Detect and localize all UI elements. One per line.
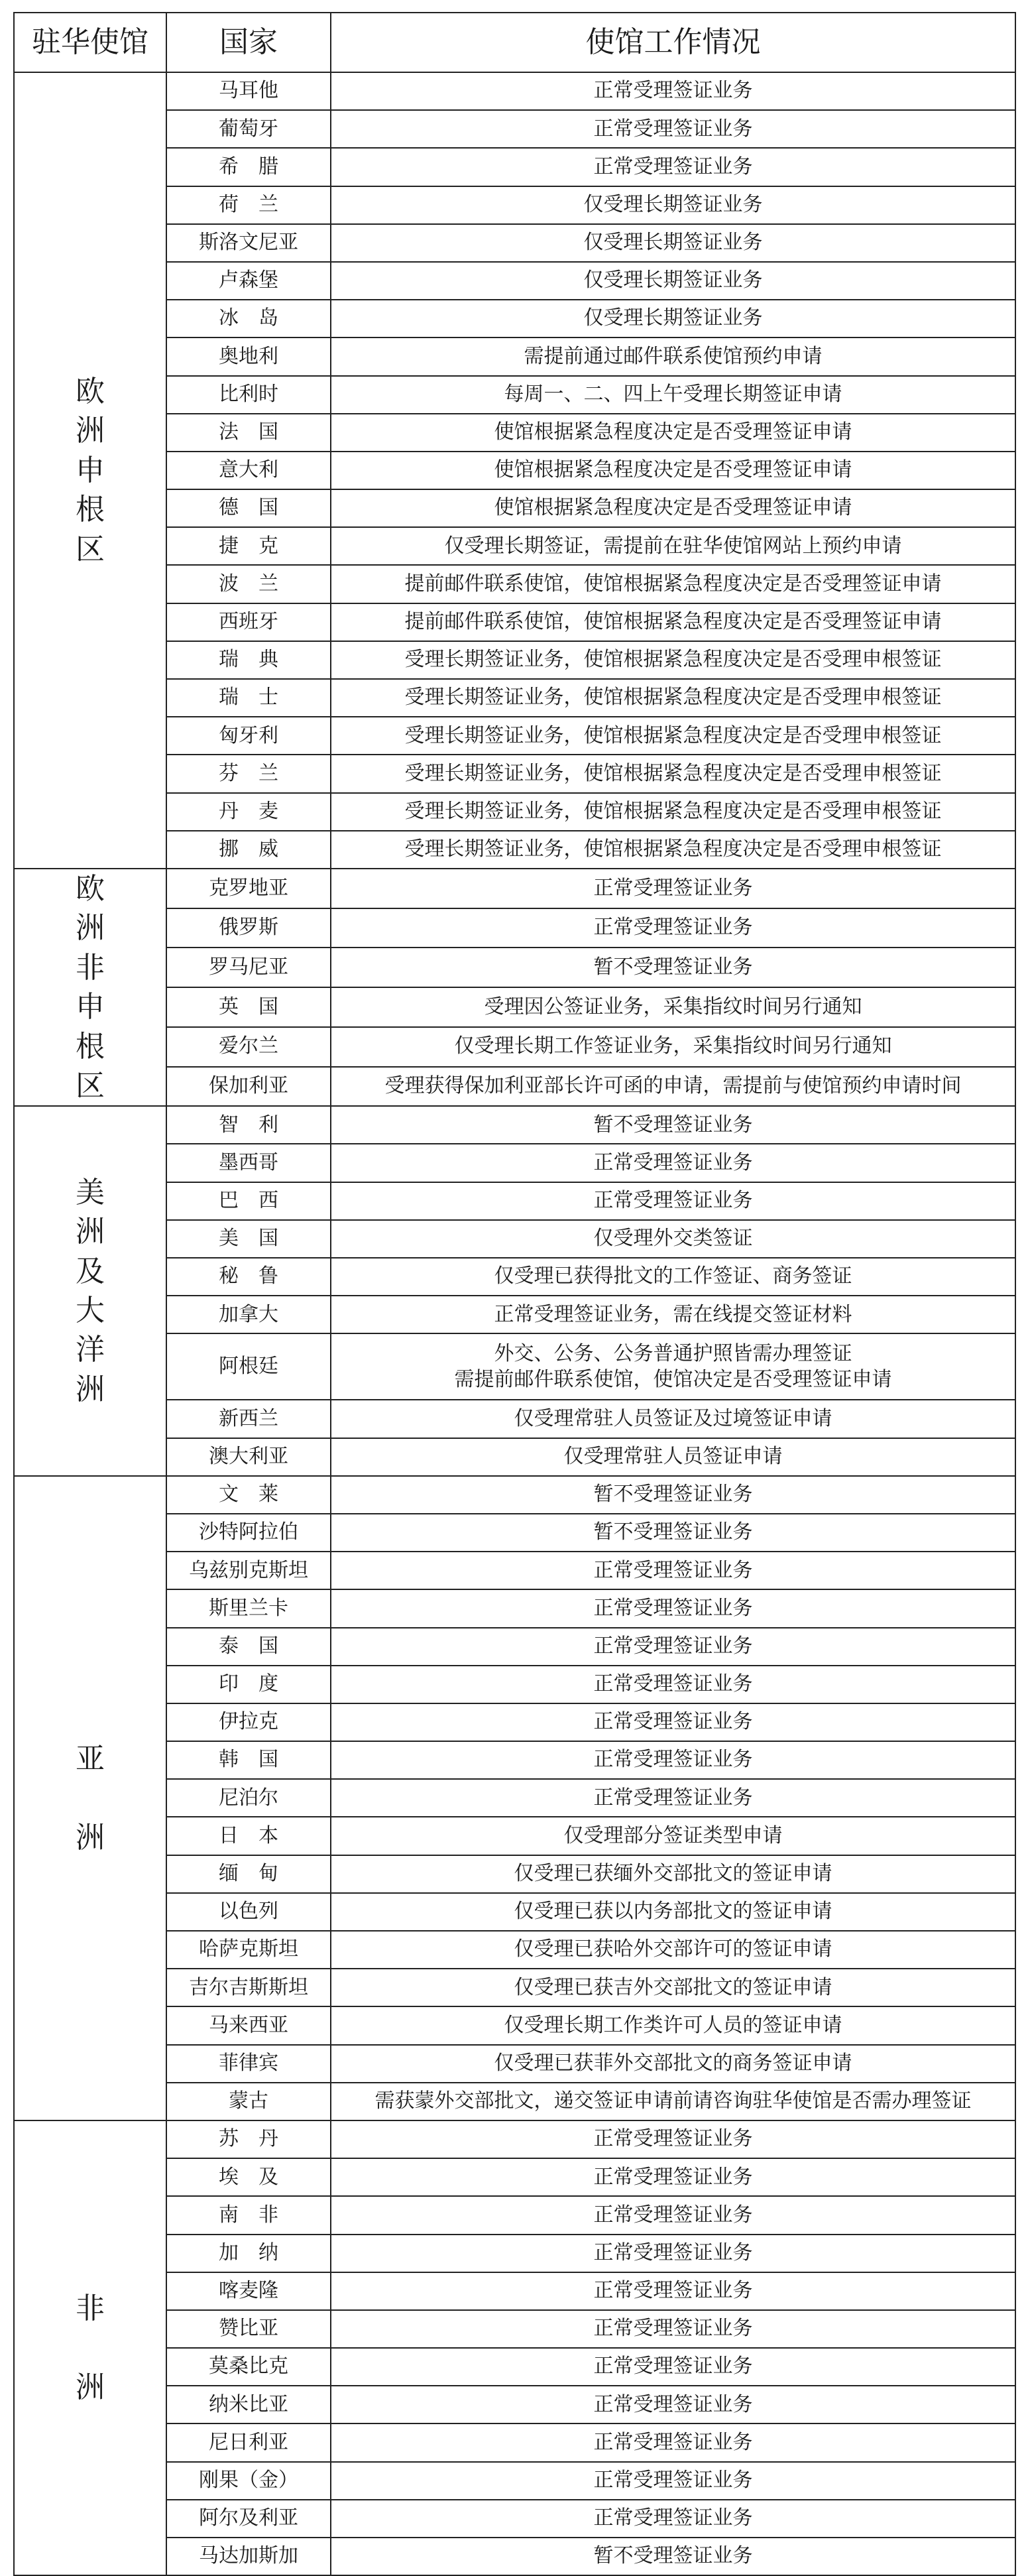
status-cell: 正常受理签证业务: [331, 1703, 1015, 1741]
country-cell: 智 利: [166, 1106, 331, 1144]
country-cell: 比利时: [166, 376, 331, 414]
country-cell: 加拿大: [166, 1296, 331, 1333]
region-cell: 欧 洲 申 根 区: [14, 72, 166, 869]
status-cell: 正常受理签证业务: [331, 2158, 1015, 2196]
status-cell: 受理长期签证业务，使馆根据紧急程度决定是否受理申根签证: [331, 679, 1015, 717]
country-cell: 美 国: [166, 1220, 331, 1258]
status-cell: 受理获得保加利亚部长许可函的申请，需提前与使馆预约申请时间: [331, 1067, 1015, 1107]
status-cell: 仅受理已获缅外交部批文的签证申请: [331, 1855, 1015, 1893]
country-cell: 加 纳: [166, 2235, 331, 2272]
country-cell: 瑞 典: [166, 641, 331, 679]
country-cell: 斯里兰卡: [166, 1589, 331, 1627]
country-cell: 喀麦隆: [166, 2272, 331, 2310]
status-cell: 暂不受理签证业务: [331, 2538, 1015, 2575]
country-cell: 马来西亚: [166, 2006, 331, 2044]
country-cell: 纳米比亚: [166, 2386, 331, 2423]
country-cell: 泰 国: [166, 1628, 331, 1666]
status-cell: 仅受理外交类签证: [331, 1220, 1015, 1258]
country-cell: 乌兹别克斯坦: [166, 1552, 331, 1589]
country-cell: 马耳他: [166, 72, 331, 110]
country-cell: 莫桑比克: [166, 2348, 331, 2386]
country-cell: 沙特阿拉伯: [166, 1514, 331, 1552]
country-cell: 斯洛文尼亚: [166, 224, 331, 262]
status-cell: 正常受理签证业务: [331, 1628, 1015, 1666]
status-cell: 正常受理签证业务: [331, 110, 1015, 148]
country-cell: 刚果（金）: [166, 2462, 331, 2500]
status-cell: 暂不受理签证业务: [331, 1514, 1015, 1552]
header-embassy: 驻华使馆: [14, 13, 166, 72]
status-cell: 仅受理常驻人员签证申请: [331, 1438, 1015, 1476]
status-cell: 仅受理长期工作类许可人员的签证申请: [331, 2006, 1015, 2044]
table-row: [14, 72, 1015, 110]
region-cell: 亚 洲: [14, 1476, 166, 2120]
country-cell: 捷 克: [166, 527, 331, 565]
header-row: [14, 13, 1015, 72]
status-cell: 正常受理签证业务: [331, 1779, 1015, 1817]
status-cell: 受理长期签证业务，使馆根据紧急程度决定是否受理申根签证: [331, 793, 1015, 831]
country-cell: 西班牙: [166, 603, 331, 641]
status-cell: 仅受理长期签证，需提前在驻华使馆网站上预约申请: [331, 527, 1015, 565]
country-cell: 芬 兰: [166, 755, 331, 792]
status-cell: 仅受理长期签证业务: [331, 262, 1015, 300]
status-cell: 需提前通过邮件联系使馆预约申请: [331, 337, 1015, 375]
status-cell: 正常受理签证业务: [331, 2235, 1015, 2272]
country-cell: 瑞 士: [166, 679, 331, 717]
status-cell: 提前邮件联系使馆，使馆根据紧急程度决定是否受理签证申请: [331, 603, 1015, 641]
status-cell: 使馆根据紧急程度决定是否受理签证申请: [331, 414, 1015, 452]
country-cell: 冰 岛: [166, 300, 331, 337]
status-cell: 正常受理签证业务，需在线提交签证材料: [331, 1296, 1015, 1333]
country-cell: 埃 及: [166, 2158, 331, 2196]
country-cell: 保加利亚: [166, 1067, 331, 1107]
country-cell: 波 兰: [166, 565, 331, 603]
status-cell: 正常受理签证业务: [331, 2462, 1015, 2500]
country-cell: 新西兰: [166, 1400, 331, 1438]
status-cell: 正常受理签证业务: [331, 1666, 1015, 1703]
country-cell: 文 莱: [166, 1476, 331, 1514]
country-cell: 赞比亚: [166, 2310, 331, 2348]
region-cell: 欧 洲 非 申 根 区: [14, 869, 166, 1106]
country-cell: 苏 丹: [166, 2120, 331, 2158]
country-cell: 丹 麦: [166, 793, 331, 831]
country-cell: 卢森堡: [166, 262, 331, 300]
country-cell: 俄罗斯: [166, 908, 331, 948]
status-cell: 正常受理签证业务: [331, 2500, 1015, 2538]
table-row: [14, 1106, 1015, 1144]
country-cell: 巴 西: [166, 1182, 331, 1220]
status-cell: 正常受理签证业务: [331, 2272, 1015, 2310]
country-cell: 印 度: [166, 1666, 331, 1703]
country-cell: 法 国: [166, 414, 331, 452]
status-cell: 仅受理长期签证业务: [331, 300, 1015, 337]
status-cell: 仅受理常驻人员签证及过境签证申请: [331, 1400, 1015, 1438]
status-cell: 需获蒙外交部批文，递交签证申请前请咨询驻华使馆是否需办理签证: [331, 2083, 1015, 2120]
status-cell: 正常受理签证业务: [331, 2386, 1015, 2423]
country-cell: 荷 兰: [166, 186, 331, 224]
country-cell: 马达加斯加: [166, 2538, 331, 2575]
country-cell: 韩 国: [166, 1741, 331, 1779]
country-cell: 秘 鲁: [166, 1258, 331, 1296]
status-cell: 正常受理签证业务: [331, 2423, 1015, 2461]
status-cell: 仅受理已获菲外交部批文的商务签证申请: [331, 2045, 1015, 2083]
country-cell: 阿根廷: [166, 1333, 331, 1400]
status-cell: 暂不受理签证业务: [331, 948, 1015, 987]
country-cell: 南 非: [166, 2196, 331, 2234]
header-country: 国家: [166, 13, 331, 72]
status-cell: 仅受理已获吉外交部批文的签证申请: [331, 1969, 1015, 2006]
status-cell: 仅受理已获得批文的工作签证、商务签证: [331, 1258, 1015, 1296]
status-cell: 使馆根据紧急程度决定是否受理签证申请: [331, 452, 1015, 489]
country-cell: 以色列: [166, 1893, 331, 1931]
country-cell: 克罗地亚: [166, 869, 331, 908]
region-cell: 非 洲: [14, 2120, 166, 2575]
status-cell: 正常受理签证业务: [331, 2196, 1015, 2234]
status-cell: 仅受理已获哈外交部许可的签证申请: [331, 1931, 1015, 1969]
country-cell: 尼日利亚: [166, 2423, 331, 2461]
status-cell: 受理长期签证业务，使馆根据紧急程度决定是否受理申根签证: [331, 717, 1015, 755]
status-cell: 受理长期签证业务，使馆根据紧急程度决定是否受理申根签证: [331, 755, 1015, 792]
status-cell: 受理长期签证业务，使馆根据紧急程度决定是否受理申根签证: [331, 641, 1015, 679]
country-cell: 奥地利: [166, 337, 331, 375]
country-cell: 爱尔兰: [166, 1027, 331, 1067]
country-cell: 挪 威: [166, 831, 331, 869]
status-cell: 提前邮件联系使馆，使馆根据紧急程度决定是否受理签证申请: [331, 565, 1015, 603]
status-cell: 仅受理已获以内务部批文的签证申请: [331, 1893, 1015, 1931]
country-cell: 澳大利亚: [166, 1438, 331, 1476]
status-cell: 外交、公务、公务普通护照皆需办理签证 需提前邮件联系使馆，使馆决定是否受理签证申请: [331, 1333, 1015, 1400]
country-cell: 意大利: [166, 452, 331, 489]
country-cell: 伊拉克: [166, 1703, 331, 1741]
status-cell: 仅受理部分签证类型申请: [331, 1817, 1015, 1855]
country-cell: 日 本: [166, 1817, 331, 1855]
embassy-visa-table: [13, 12, 1016, 2576]
status-cell: 正常受理签证业务: [331, 1144, 1015, 1182]
status-cell: 受理长期签证业务，使馆根据紧急程度决定是否受理申根签证: [331, 831, 1015, 869]
status-cell: 仅受理长期签证业务: [331, 186, 1015, 224]
country-cell: 葡萄牙: [166, 110, 331, 148]
table-row: [14, 2120, 1015, 2158]
country-cell: 墨西哥: [166, 1144, 331, 1182]
status-cell: 正常受理签证业务: [331, 1182, 1015, 1220]
country-cell: 吉尔吉斯斯坦: [166, 1969, 331, 2006]
country-cell: 蒙古: [166, 2083, 331, 2120]
status-cell: 仅受理长期工作签证业务，采集指纹时间另行通知: [331, 1027, 1015, 1067]
status-cell: 暂不受理签证业务: [331, 1476, 1015, 1514]
status-cell: 正常受理签证业务: [331, 2120, 1015, 2158]
country-cell: 罗马尼亚: [166, 948, 331, 987]
status-cell: 正常受理签证业务: [331, 1741, 1015, 1779]
status-cell: 正常受理签证业务: [331, 2348, 1015, 2386]
status-cell: 正常受理签证业务: [331, 869, 1015, 908]
status-cell: 暂不受理签证业务: [331, 1106, 1015, 1144]
status-cell: 正常受理签证业务: [331, 908, 1015, 948]
status-cell: 正常受理签证业务: [331, 148, 1015, 186]
country-cell: 菲律宾: [166, 2045, 331, 2083]
status-cell: 正常受理签证业务: [331, 2310, 1015, 2348]
status-cell: 正常受理签证业务: [331, 1589, 1015, 1627]
status-cell: 正常受理签证业务: [331, 72, 1015, 110]
country-cell: 英 国: [166, 987, 331, 1027]
table-row: [14, 1476, 1015, 1514]
table-body: [14, 72, 1015, 2575]
status-cell: 每周一、二、四上午受理长期签证申请: [331, 376, 1015, 414]
country-cell: 阿尔及利亚: [166, 2500, 331, 2538]
country-cell: 希 腊: [166, 148, 331, 186]
status-cell: 使馆根据紧急程度决定是否受理签证申请: [331, 489, 1015, 527]
country-cell: 尼泊尔: [166, 1779, 331, 1817]
header-status: 使馆工作情况: [331, 13, 1015, 72]
country-cell: 德 国: [166, 489, 331, 527]
status-cell: 正常受理签证业务: [331, 1552, 1015, 1589]
country-cell: 哈萨克斯坦: [166, 1931, 331, 1969]
table-row: [14, 869, 1015, 908]
status-cell: 受理因公签证业务，采集指纹时间另行通知: [331, 987, 1015, 1027]
country-cell: 缅 甸: [166, 1855, 331, 1893]
region-cell: 美 洲 及 大 洋 洲: [14, 1106, 166, 1476]
country-cell: 匈牙利: [166, 717, 331, 755]
status-cell: 仅受理长期签证业务: [331, 224, 1015, 262]
